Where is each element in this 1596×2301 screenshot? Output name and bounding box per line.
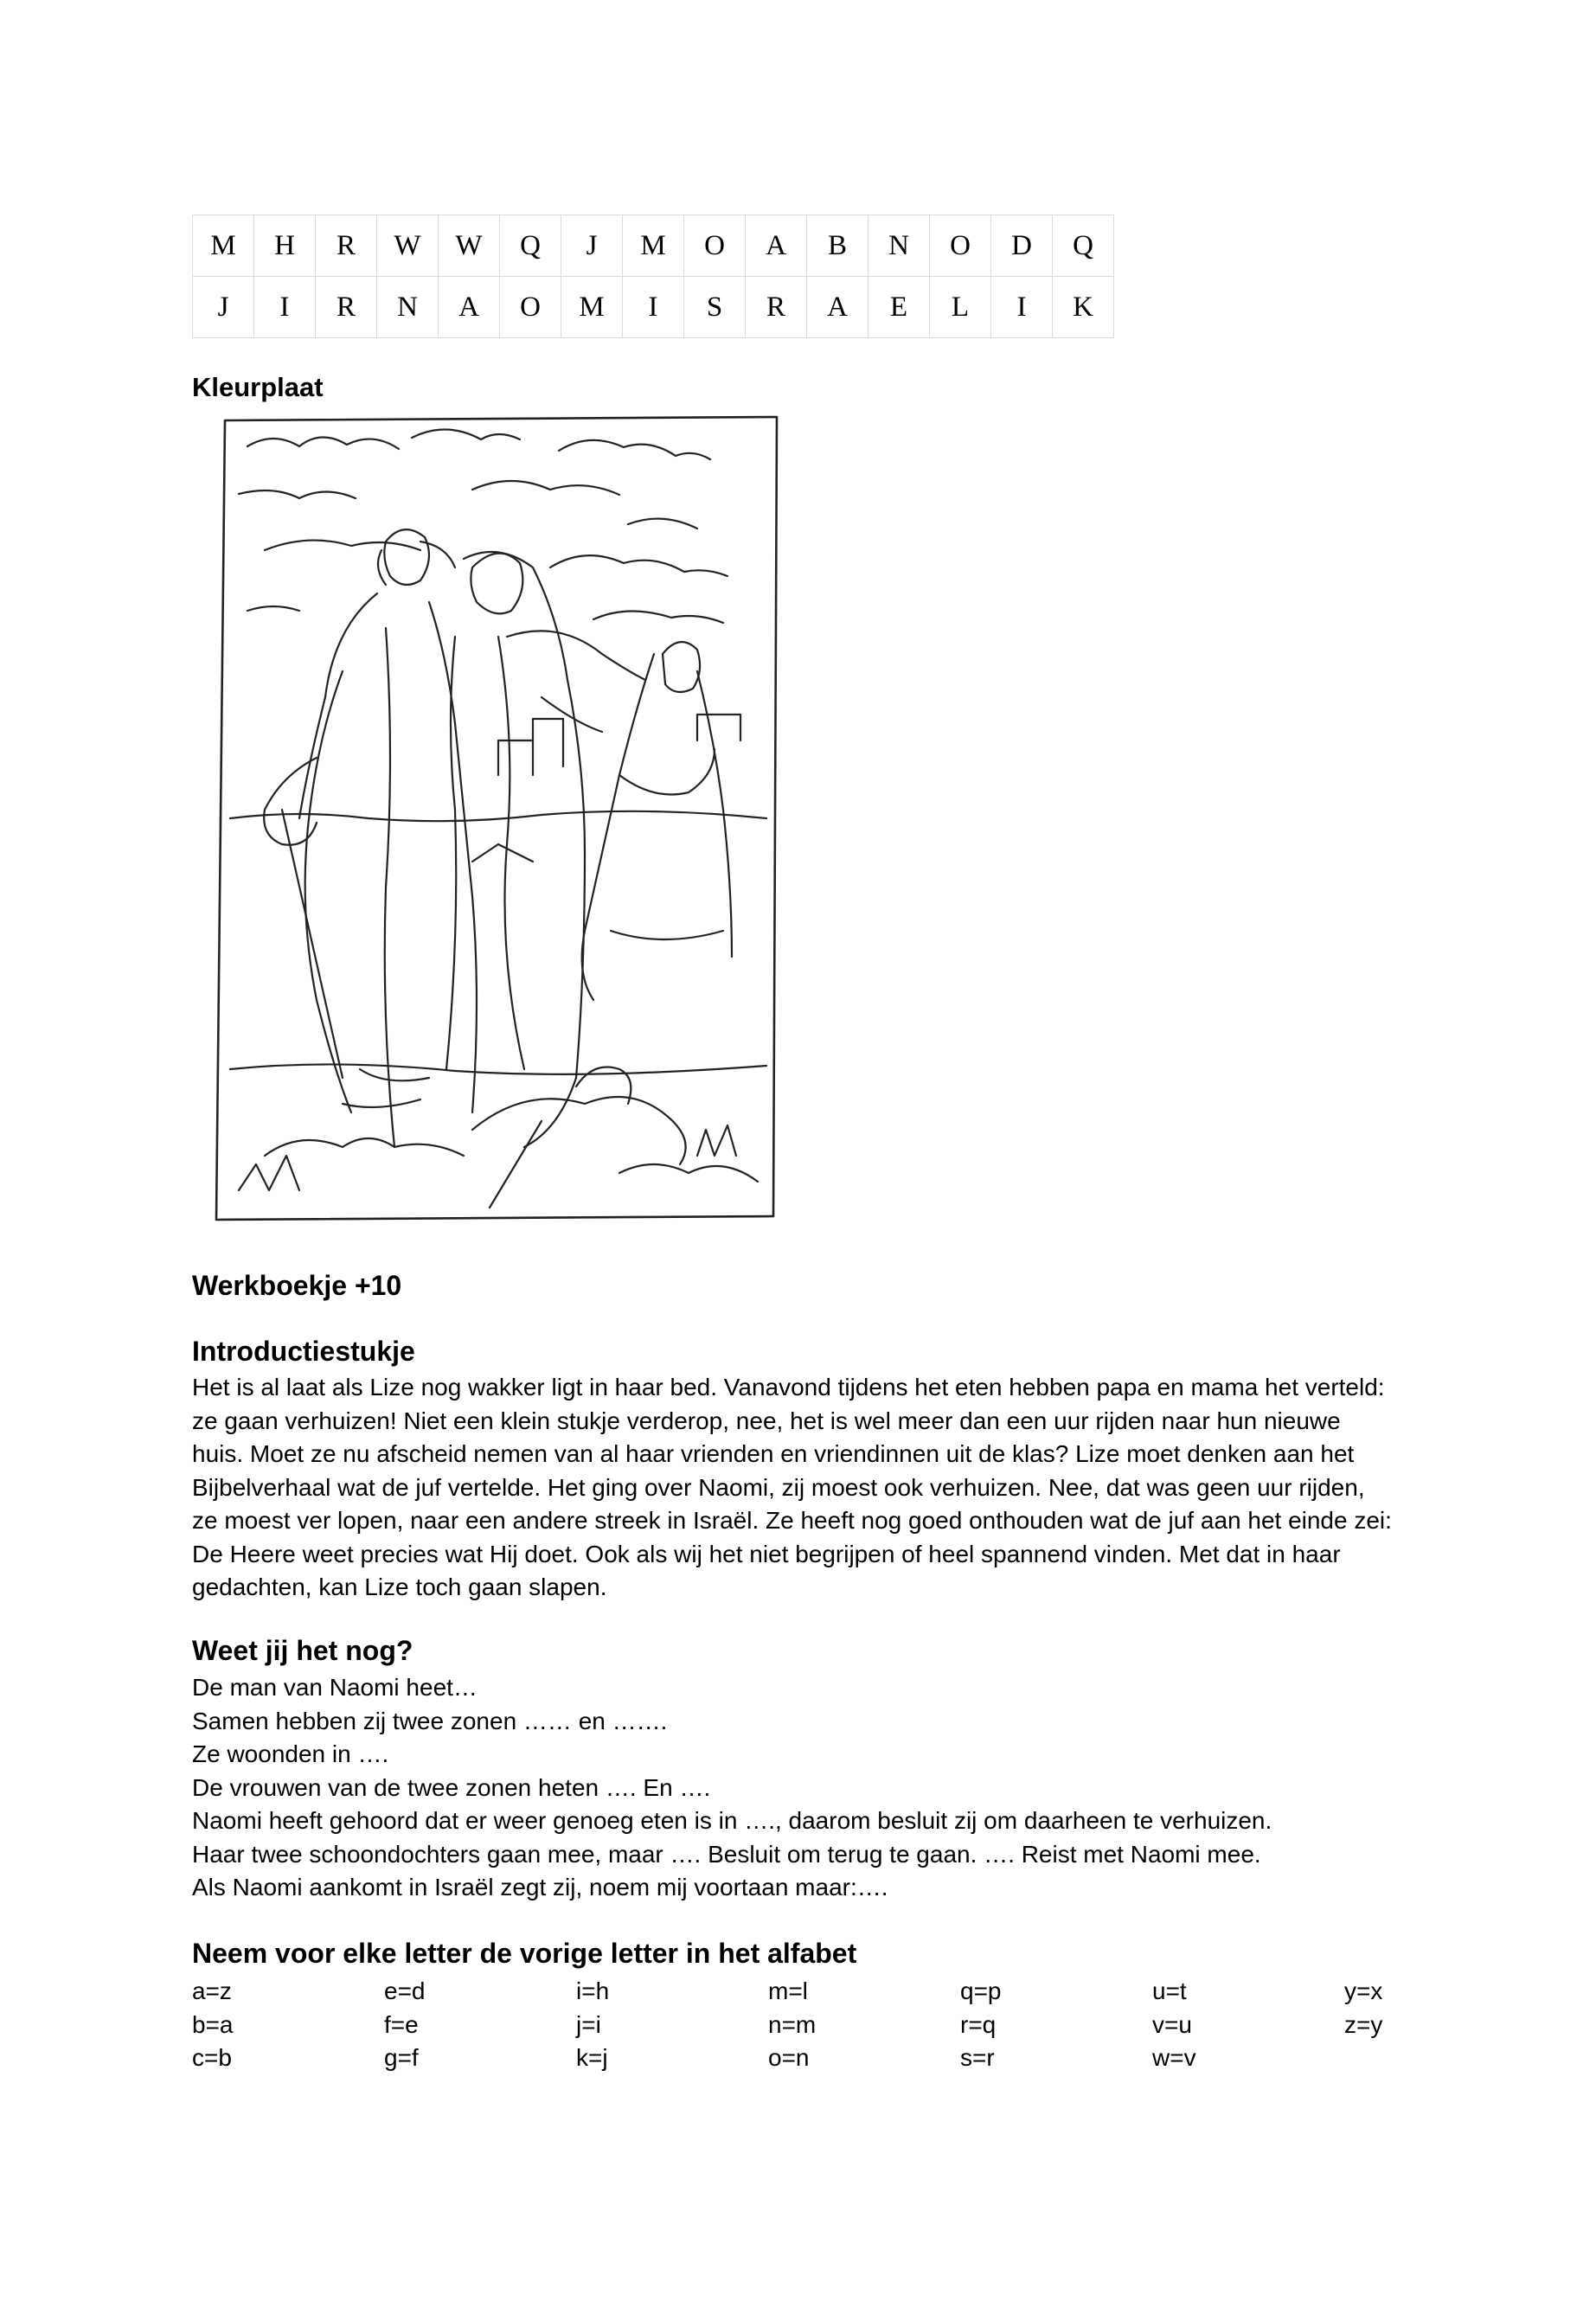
quiz-line: Haar twee schoondochters gaan mee, maar …. Besluit om terug te gaan. …. Reist met Naomi mee. <box>192 1840 1261 1868</box>
letter-cell: W <box>377 215 439 277</box>
cipher-pair: f=e <box>384 2010 419 2038</box>
letter-cell: O <box>500 277 561 338</box>
intro-heading: Introductiestukje <box>192 1336 415 1367</box>
intro-line: huis. Moet ze nu afscheid nemen van al haar vrienden en vriendinnen uit de klas? Lize moet denken aan het <box>192 1440 1355 1467</box>
workbook-heading: Werkboekje +10 <box>192 1270 402 1301</box>
letter-cell: N <box>377 277 439 338</box>
letter-cell: O <box>684 215 746 277</box>
quiz-text <box>192 1671 1438 1905</box>
cipher-pair: q=p <box>960 1977 1002 2004</box>
letter-cell: I <box>623 277 684 338</box>
coloring-heading: Kleurplaat <box>192 372 324 402</box>
letter-cell: M <box>561 277 623 338</box>
letter-cell: A <box>439 277 500 338</box>
intro-line: gedachten, kan Lize toch gaan slapen. <box>192 1574 607 1600</box>
letter-cell: R <box>316 277 377 338</box>
cipher-pair: v=u <box>1152 2010 1192 2038</box>
intro-line: Bijbelverhaal wat de juf vertelde. Het ging over Naomi, zij moest ook verhuizen. Nee, dat was geen uur rijden, <box>192 1473 1365 1501</box>
coloring-illustration <box>213 412 792 1225</box>
letter-cell: Q <box>500 215 561 277</box>
cipher-pair: e=d <box>384 1977 426 2004</box>
letter-cell: J <box>193 277 254 338</box>
cipher-pair: n=m <box>768 2010 817 2038</box>
cipher-pair: s=r <box>960 2044 995 2071</box>
cipher-pair: b=a <box>192 2010 234 2038</box>
cipher-heading: Neem voor elke letter de vorige letter in het alfabet <box>192 1938 857 1969</box>
letter-cell: M <box>623 215 684 277</box>
quiz-line: De man van Naomi heet… <box>192 1674 478 1701</box>
cipher-pair <box>1344 2044 1536 2078</box>
letter-grid-row <box>193 277 1114 338</box>
letter-grid-row <box>193 215 1114 277</box>
intro-line: De Heere weet precies wat Hij doet. Ook als wij het niet begrijpen of heel spannend vinden. Met dat in haar <box>192 1540 1341 1567</box>
letter-cell: A <box>807 277 869 338</box>
cipher-pair: g=f <box>384 2044 419 2071</box>
cipher-pair: r=q <box>960 2010 997 2038</box>
intro-line: ze moest ver lopen, naar een andere streek in Israël. Ze heeft nog goed onthouden wat de juf aan het einde zei: <box>192 1507 1392 1534</box>
letter-cell: N <box>869 215 930 277</box>
letter-cell: B <box>807 215 869 277</box>
letter-cell: R <box>316 215 377 277</box>
letter-grid <box>192 215 1114 338</box>
letter-cell: A <box>746 215 807 277</box>
letter-cell: K <box>1053 277 1114 338</box>
cipher-pair: c=b <box>192 2044 232 2071</box>
letter-cell: O <box>930 215 991 277</box>
letter-cell: Q <box>1053 215 1114 277</box>
letter-cell: H <box>254 215 316 277</box>
letter-cell: S <box>684 277 746 338</box>
quiz-line: De vrouwen van de twee zonen heten …. En …. <box>192 1773 711 1801</box>
letter-cell: I <box>991 277 1053 338</box>
letter-cell: W <box>439 215 500 277</box>
quiz-line: Als Naomi aankomt in Israël zegt zij, noem mij voortaan maar:…. <box>192 1874 888 1900</box>
cipher-pair: i=h <box>576 1977 610 2004</box>
cipher-pair: u=t <box>1152 1977 1187 2004</box>
cipher-pair: o=n <box>768 2044 810 2071</box>
cipher-pair: j=i <box>576 2010 601 2038</box>
quiz-line: Samen hebben zij twee zonen …… en ……. <box>192 1707 668 1734</box>
letter-cell: I <box>254 277 316 338</box>
letter-cell: M <box>193 215 254 277</box>
quiz-line: Ze woonden in …. <box>192 1740 389 1767</box>
letter-cell: D <box>991 215 1053 277</box>
letter-cell: E <box>869 277 930 338</box>
letter-cell: J <box>561 215 623 277</box>
letter-cell: R <box>746 277 807 338</box>
cipher-pair: m=l <box>768 1977 808 2004</box>
intro-line: Het is al laat als Lize nog wakker ligt in haar bed. Vanavond tijdens het eten hebben papa en mama het verteld: <box>192 1374 1385 1400</box>
cipher-pair: k=j <box>576 2044 608 2071</box>
cipher-pair: a=z <box>192 1977 232 2004</box>
intro-text <box>192 1371 1438 1605</box>
cipher-pair: w=v <box>1152 2044 1196 2071</box>
quiz-line: Naomi heeft gehoord dat er weer genoeg eten is in …., daarom besluit zij om daarheen te verhuizen. <box>192 1807 1272 1834</box>
cipher-pair: y=x <box>1344 1977 1383 2004</box>
quiz-heading: Weet jij het nog? <box>192 1635 413 1666</box>
cipher-pair: z=y <box>1344 2010 1383 2038</box>
letter-cell: L <box>930 277 991 338</box>
cipher-table <box>192 1977 1438 2078</box>
intro-line: ze gaan verhuizen! Niet een klein stukje verderop, nee, het is wel meer dan een uur rijden naar hun nieuwe <box>192 1407 1341 1434</box>
